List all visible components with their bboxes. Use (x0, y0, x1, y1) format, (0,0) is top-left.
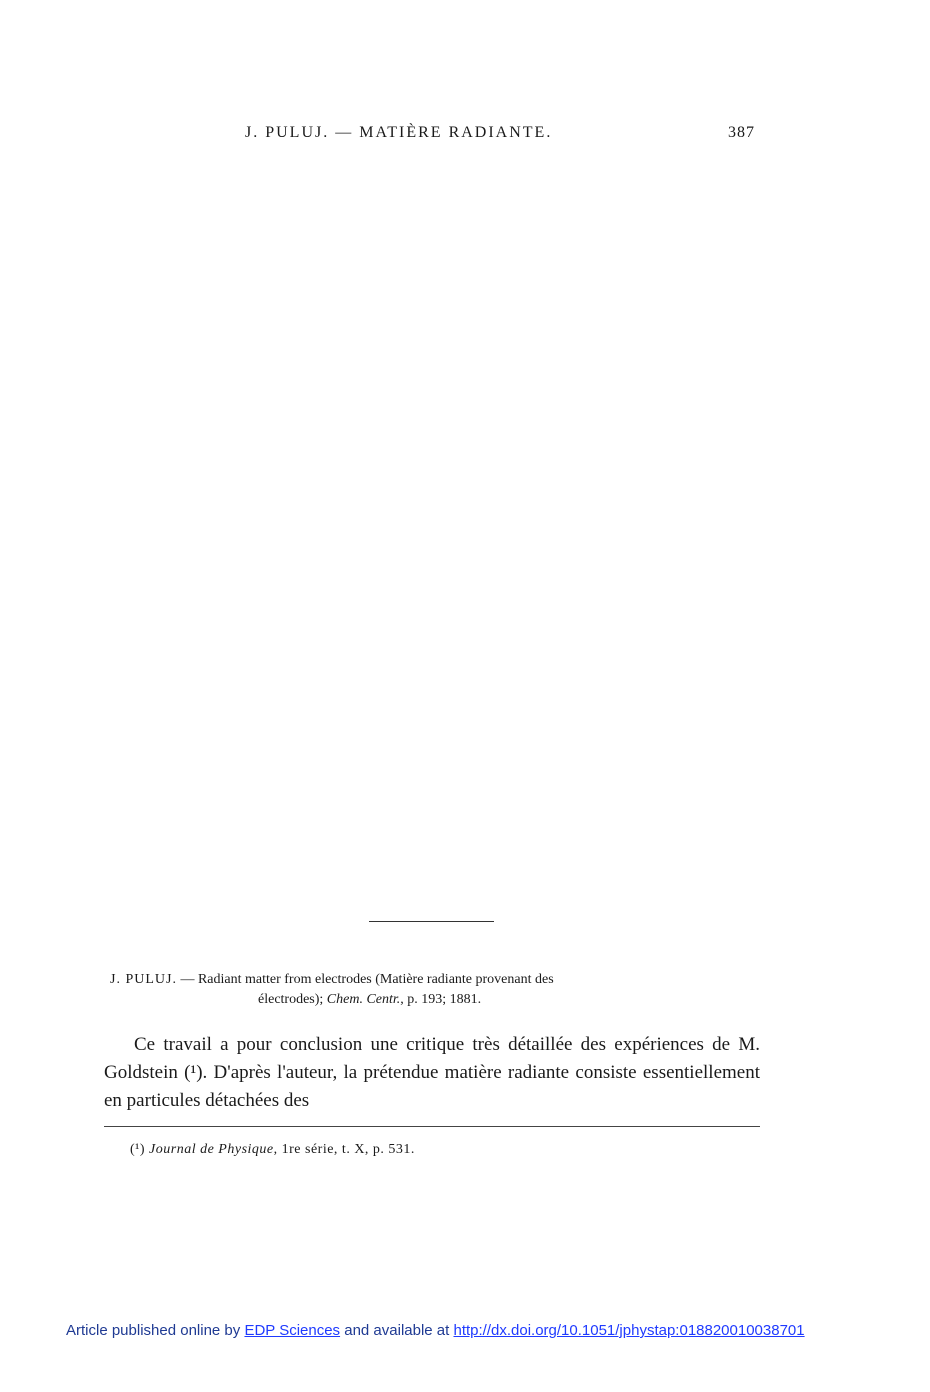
publication-notice (66, 1322, 866, 1339)
body-paragraph: Ce travail a pour conclusion une critique très détaillée des expériences de M. Goldstein (¹). D'après l'auteur, la prétendue matière radiante consiste essentiellement en particules détachées des (104, 1034, 760, 1111)
doi-link[interactable]: http://dx.doi.org/10.1051/jphystap:018820010038701 (453, 1322, 805, 1339)
publication-prefix: Article published online by (66, 1322, 245, 1339)
reference-title-cont: électrodes); (258, 992, 327, 1007)
footnote-rule (104, 1126, 760, 1128)
reference-citation: , p. 193; 1881. (400, 992, 482, 1007)
reference-line-1 (110, 970, 760, 990)
publisher-link[interactable]: EDP Sciences (244, 1322, 341, 1339)
reference-journal: Chem. Centr. (326, 992, 401, 1007)
bibliographic-reference (110, 970, 760, 1010)
body-text (104, 1031, 760, 1115)
running-head (245, 124, 755, 148)
footnote-marker: (¹) (130, 1142, 150, 1157)
reference-title: — Radiant matter from electrodes (Matière radiante provenant des (176, 972, 554, 987)
section-separator (369, 921, 494, 923)
reference-line-2 (110, 990, 760, 1010)
footnote-citation: , 1re série, t. X, p. 531. (273, 1142, 415, 1157)
page-number: 387 (728, 124, 755, 141)
footnote-journal: Journal de Physique (149, 1142, 274, 1157)
reference-author: J. PULUJ. (110, 972, 177, 987)
publication-middle: and available at (340, 1322, 454, 1339)
running-head-title: J. PULUJ. — MATIÈRE RADIANTE. (245, 124, 553, 141)
footnote (130, 1140, 750, 1160)
